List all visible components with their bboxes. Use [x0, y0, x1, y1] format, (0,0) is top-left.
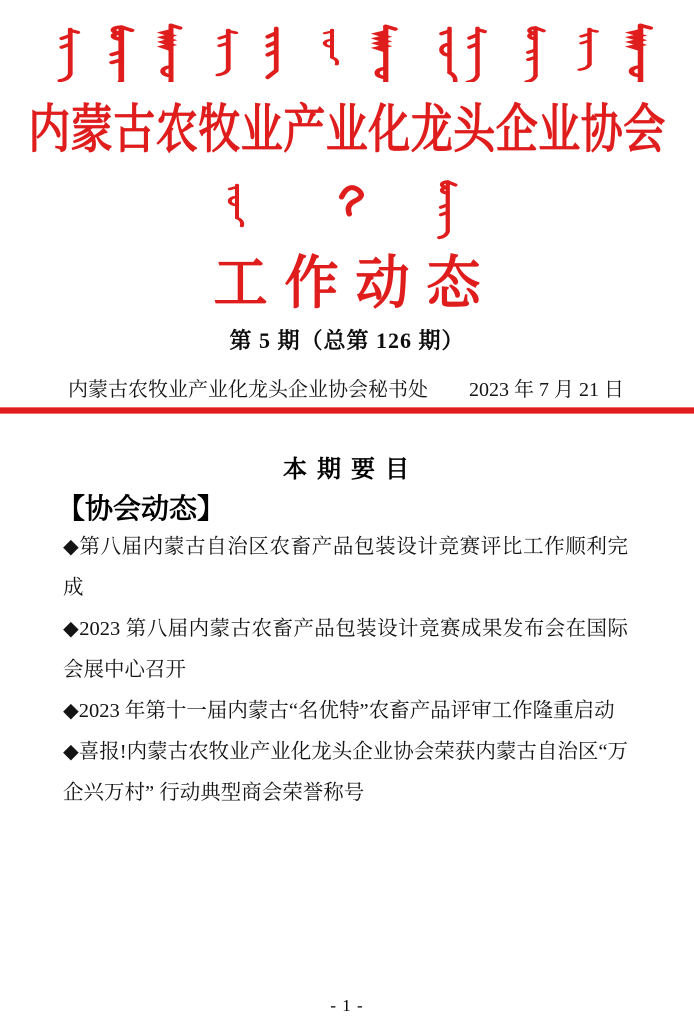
toc-item: ◆2023 第八届内蒙古农畜产品包装设计竞赛成果发布会在国际会展中心召开	[63, 618, 628, 681]
toc-section-heading: 【协会动态】	[57, 493, 226, 524]
toc-title: 本 期 要 目	[283, 457, 411, 483]
toc-item: ◆第八届内蒙古自治区农畜产品包装设计竞赛评比工作顺利完成	[63, 536, 628, 599]
mongolian-script-subtitle-icon	[217, 179, 477, 245]
toc-item: ◆2023 年第十一届内蒙古“名优特”农畜产品评审工作隆重启动	[63, 700, 615, 722]
issue-number: 第 5 期（总第 126 期）	[229, 328, 465, 353]
bulletin-title: 工作动态	[213, 251, 498, 316]
toc-item: ◆喜报!内蒙古农牧业产业化龙头企业协会荣获内蒙古自治区“万企兴万村” 行动典型商会荣誉称号	[63, 741, 628, 804]
org-title: 内蒙古农牧业产业化龙头企业协会	[28, 101, 666, 160]
header-divider	[0, 408, 694, 413]
page-number: - 1 -	[330, 996, 364, 1015]
toc-list	[63, 527, 628, 814]
mongolian-script-banner-icon	[0, 12, 694, 82]
publish-date: 2023 年 7 月 21 日	[469, 379, 624, 401]
publisher-name: 内蒙古农牧业产业化龙头企业协会秘书处	[68, 379, 428, 401]
publisher-row	[68, 373, 624, 402]
